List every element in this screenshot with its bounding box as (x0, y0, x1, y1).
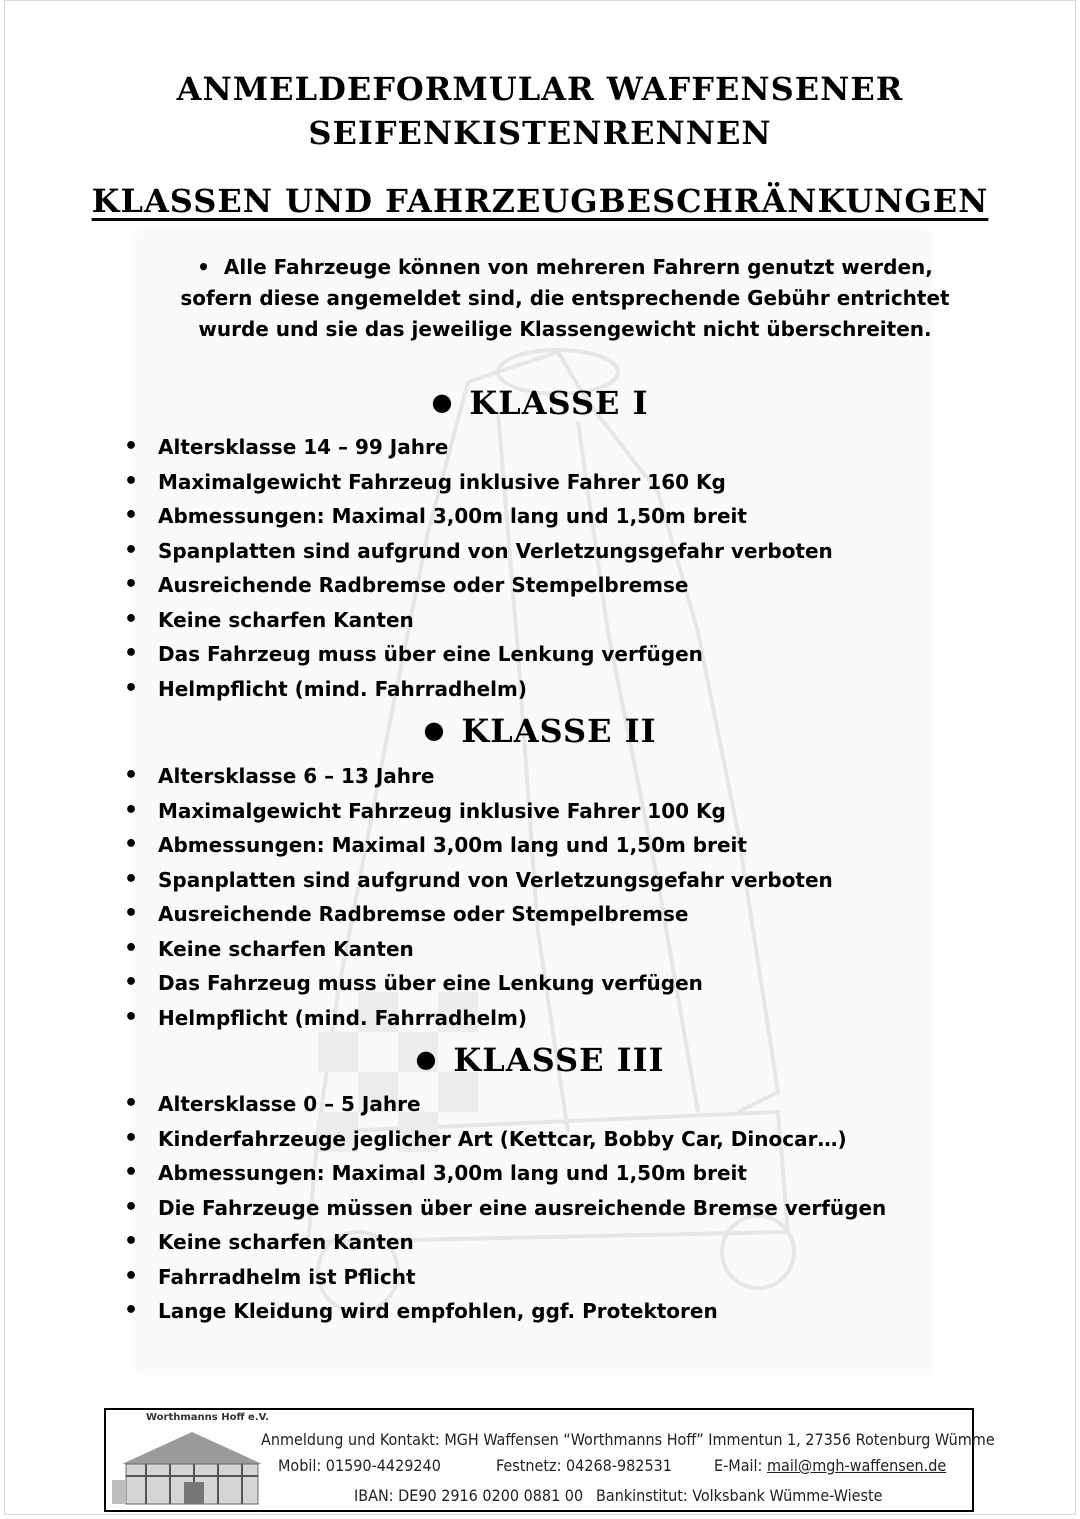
list-item: • Abmessungen: Maximal 3,00m lang und 1,50m breit (124, 828, 833, 863)
class-heading-bullet: ● (415, 1044, 438, 1073)
subtitle-text: KLASSEN UND FAHRZEUGBESCHRÄNKUNGEN (91, 182, 989, 220)
list-item: • Altersklasse 14 – 99 Jahre (124, 430, 833, 465)
page-subtitle (0, 182, 1080, 220)
class-heading-1 (0, 384, 1080, 422)
list-item: • Kinderfahrzeuge jeglicher Art (Kettcar, Bobby Car, Dinocar…) (124, 1122, 886, 1157)
list-item: • Das Fahrzeug muss über eine Lenkung verfügen (124, 966, 833, 1001)
intro-bullet: • (197, 255, 210, 279)
house-logo-image (112, 1424, 274, 1508)
page-title-line-2: SEIFENKISTENRENNEN (308, 114, 772, 152)
class-heading-3 (0, 1041, 1080, 1079)
contact-email (714, 1456, 946, 1475)
list-item: • Lange Kleidung wird empfohlen, ggf. Protektoren (124, 1294, 886, 1329)
class-heading-label: KLASSE III (453, 1041, 665, 1079)
intro-line-3: wurde und sie das jeweilige Klassengewicht nicht überschreiten. (198, 317, 932, 341)
contact-phone: Festnetz: 04268-982531 (496, 1456, 672, 1475)
intro-line-2: sofern diese angemeldet sind, die entsprechende Gebühr entrichtet (180, 286, 950, 310)
page-title-line-1: ANMELDEFORMULAR WAFFENSENER (176, 70, 904, 108)
list-item: • Ausreichende Radbremse oder Stempelbremse (124, 897, 833, 932)
list-item: • Ausreichende Radbremse oder Stempelbremse (124, 568, 833, 603)
intro-line-1: Alle Fahrzeuge können von mehreren Fahrern genutzt werden, (223, 255, 933, 279)
list-item: • Die Fahrzeuge müssen über eine ausreichende Bremse verfügen (124, 1191, 886, 1226)
intro-paragraph (150, 252, 980, 345)
list-item: • Das Fahrzeug muss über eine Lenkung verfügen (124, 637, 833, 672)
list-item: • Helmpflicht (mind. Fahrradhelm) (124, 672, 833, 707)
list-item: • Keine scharfen Kanten (124, 932, 833, 967)
contact-address: Anmeldung und Kontakt: MGH Waffensen “Worthmanns Hoff” Immentun 1, 27356 Rotenburg Wümme (261, 1430, 995, 1449)
email-link[interactable]: mail@mgh-waffensen.de (766, 1456, 947, 1475)
list-item: • Maximalgewicht Fahrzeug inklusive Fahrer 160 Kg (124, 465, 833, 500)
class-heading-bullet: ● (423, 715, 446, 744)
email-label: E-Mail: (714, 1456, 763, 1475)
org-name: Worthmanns Hoff e.V. (146, 1412, 269, 1423)
contact-mobile: Mobil: 01590-4429240 (278, 1456, 441, 1475)
list-item: • Spanplatten sind aufgrund von Verletzungsgefahr verboten (124, 534, 833, 569)
list-item: • Maximalgewicht Fahrzeug inklusive Fahrer 100 Kg (124, 794, 833, 829)
list-item: • Altersklasse 6 – 13 Jahre (124, 759, 833, 794)
list-item: • Spanplatten sind aufgrund von Verletzungsgefahr verboten (124, 863, 833, 898)
contact-footer (104, 1408, 995, 1512)
list-item: • Helmpflicht (mind. Fahrradhelm) (124, 1001, 833, 1036)
class-3-list (124, 1087, 886, 1329)
bank-name: Bankinstitut: Volksbank Wümme-Wieste (596, 1486, 883, 1505)
class-2-list (124, 759, 833, 1035)
list-item: • Fahrradhelm ist Pflicht (124, 1260, 886, 1295)
list-item: • Abmessungen: Maximal 3,00m lang und 1,50m breit (124, 1156, 886, 1191)
class-heading-label: KLASSE II (461, 712, 657, 750)
class-1-list (124, 430, 833, 706)
list-item: • Abmessungen: Maximal 3,00m lang und 1,50m breit (124, 499, 833, 534)
class-heading-2 (0, 712, 1080, 750)
class-heading-bullet: ● (431, 387, 454, 416)
list-item: • Altersklasse 0 – 5 Jahre (124, 1087, 886, 1122)
bank-iban: IBAN: DE90 2916 0200 0881 00 (354, 1486, 584, 1505)
class-heading-label: KLASSE I (469, 384, 649, 422)
list-item: • Keine scharfen Kanten (124, 603, 833, 638)
list-item: • Keine scharfen Kanten (124, 1225, 886, 1260)
